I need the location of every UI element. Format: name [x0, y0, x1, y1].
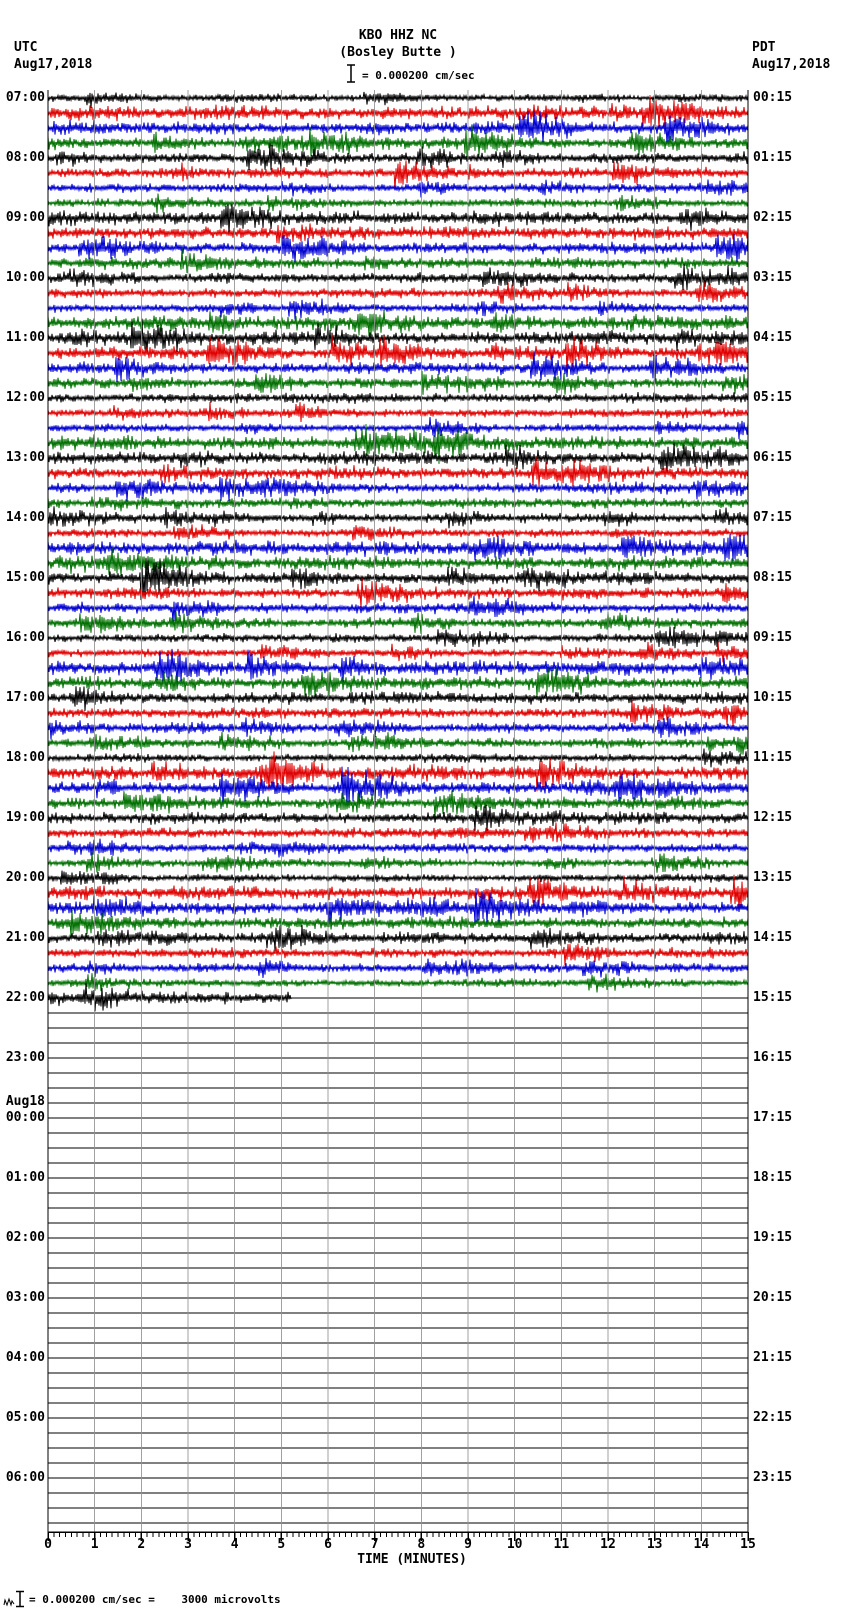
trace-row: [48, 944, 748, 966]
utc-time-label: 19:00: [5, 810, 45, 825]
pdt-time-label: 16:15: [753, 1050, 793, 1065]
x-axis-tick-label: 13: [646, 1537, 663, 1552]
station-subtitle: (Bosley Butte ): [339, 45, 457, 60]
x-axis-title: TIME (MINUTES): [357, 1552, 467, 1567]
utc-time-label: 13:00: [5, 450, 45, 465]
pdt-time-label: 05:15: [753, 390, 793, 405]
pdt-time-label: 20:15: [753, 1290, 793, 1305]
pdt-time-label: 19:15: [753, 1230, 793, 1245]
pdt-time-label: 09:15: [753, 630, 793, 645]
trace-row: [48, 790, 748, 817]
x-axis-tick-label: 3: [184, 1537, 192, 1552]
utc-time-label: 22:00: [5, 990, 45, 1005]
trace-row: [48, 548, 748, 576]
trace-row: [48, 392, 748, 404]
trace-row: [48, 686, 748, 711]
timezone-left-label: UTC: [14, 40, 38, 55]
pdt-time-label: 17:15: [753, 1110, 793, 1125]
utc-time-label: 23:00: [5, 1050, 45, 1065]
x-axis-tick-label: 2: [137, 1537, 146, 1552]
utc-time-label: 21:00: [5, 930, 45, 945]
utc-time-label: 07:00: [5, 90, 45, 105]
trace-row: [48, 234, 748, 264]
trace-row: [48, 402, 748, 422]
trace-row: [48, 642, 748, 663]
utc-time-label: 04:00: [5, 1350, 45, 1365]
pdt-time-label: 12:15: [753, 810, 793, 825]
trace-row: [48, 223, 748, 243]
date-left-label: Aug17,2018: [14, 57, 93, 72]
x-axis-tick-label: 7: [370, 1537, 379, 1552]
trace-row: [48, 627, 748, 649]
pdt-time-label: 13:15: [753, 870, 793, 885]
pdt-time-label: 14:15: [753, 930, 793, 945]
trace-row: [48, 161, 748, 191]
pdt-time-label: 22:15: [753, 1410, 793, 1425]
utc-time-label: 00:00: [5, 1110, 45, 1125]
scale-text: = 0.000200 cm/sec: [362, 69, 475, 82]
utc-time-label: 15:00: [5, 570, 45, 585]
pdt-time-label: 15:15: [753, 990, 793, 1005]
utc-time-label: 02:00: [5, 1230, 45, 1245]
utc-time-label: 12:00: [5, 390, 45, 405]
trace-row: [48, 264, 748, 290]
pdt-time-label: 21:15: [753, 1350, 793, 1365]
trace-row: [48, 497, 748, 512]
trace-row: [48, 371, 748, 395]
trace-row: [48, 983, 291, 1011]
pdt-time-label: 01:15: [753, 150, 793, 165]
pdt-time-label: 03:15: [753, 270, 793, 285]
pdt-time-label: 23:15: [753, 1470, 793, 1485]
pdt-time-label: 10:15: [753, 690, 793, 705]
utc-time-label: 17:00: [5, 690, 45, 705]
trace-row: [48, 477, 748, 502]
trace-row: [48, 204, 748, 235]
date-right-label: Aug17,2018: [752, 57, 831, 72]
pdt-time-label: 02:15: [753, 210, 793, 225]
utc-time-label: 09:00: [5, 210, 45, 225]
utc-time-label: 01:00: [5, 1170, 45, 1185]
x-axis-tick-label: 15: [740, 1537, 756, 1552]
utc-time-label: 11:00: [5, 330, 45, 345]
station-title: KBO HHZ NC: [358, 28, 438, 43]
x-axis-tick-label: 0: [44, 1537, 52, 1552]
utc-time-label: 18:00: [5, 750, 45, 765]
footer-note: = 0.000200 cm/sec = 3000 microvolts: [29, 1593, 281, 1606]
x-axis-tick-label: 4: [230, 1537, 239, 1552]
pdt-time-label: 08:15: [753, 570, 793, 585]
trace-row: [48, 910, 748, 938]
x-axis-tick-label: 5: [277, 1537, 286, 1552]
x-axis-tick-label: 11: [553, 1537, 570, 1552]
pdt-time-label: 07:15: [753, 510, 793, 525]
utc-time-label: 10:00: [5, 270, 45, 285]
trace-row: [48, 668, 748, 697]
timezone-right-label: PDT: [752, 40, 776, 55]
x-axis-tick-label: 1: [90, 1537, 99, 1552]
x-axis-tick-label: 12: [600, 1537, 616, 1552]
trace-row: [48, 506, 748, 528]
trace-row: [48, 248, 748, 273]
trace-row: [48, 92, 748, 108]
footer-scale-bar-icon: [14, 1590, 26, 1608]
trace-row: [48, 701, 748, 727]
trace-row: [48, 596, 748, 623]
x-axis-tick-label: 14: [693, 1537, 710, 1552]
trace-row: [48, 443, 748, 474]
pdt-time-label: 18:15: [753, 1170, 793, 1185]
pdt-time-label: 00:15: [753, 90, 793, 105]
trace-row: [48, 351, 748, 383]
utc-time-label: 08:00: [5, 150, 45, 165]
trace-row: [48, 612, 748, 634]
x-axis-tick-label: 6: [324, 1537, 332, 1552]
pdt-time-label: 11:15: [753, 750, 793, 765]
x-axis-tick-label: 9: [464, 1537, 472, 1552]
pdt-time-label: 06:15: [753, 450, 793, 465]
pdt-time-label: 04:15: [753, 330, 793, 345]
x-axis-tick-label: 10: [506, 1537, 523, 1552]
utc-time-label: 14:00: [5, 510, 45, 525]
utc-time-label: 20:00: [5, 870, 45, 885]
x-axis-tick-label: 8: [417, 1537, 426, 1552]
trace-row: [48, 823, 748, 843]
utc-day-change-label: Aug18: [5, 1094, 45, 1109]
utc-time-label: 16:00: [5, 630, 45, 645]
utc-time-label: 03:00: [5, 1290, 45, 1305]
utc-time-label: 06:00: [5, 1470, 45, 1485]
utc-time-label: 05:00: [5, 1410, 45, 1425]
